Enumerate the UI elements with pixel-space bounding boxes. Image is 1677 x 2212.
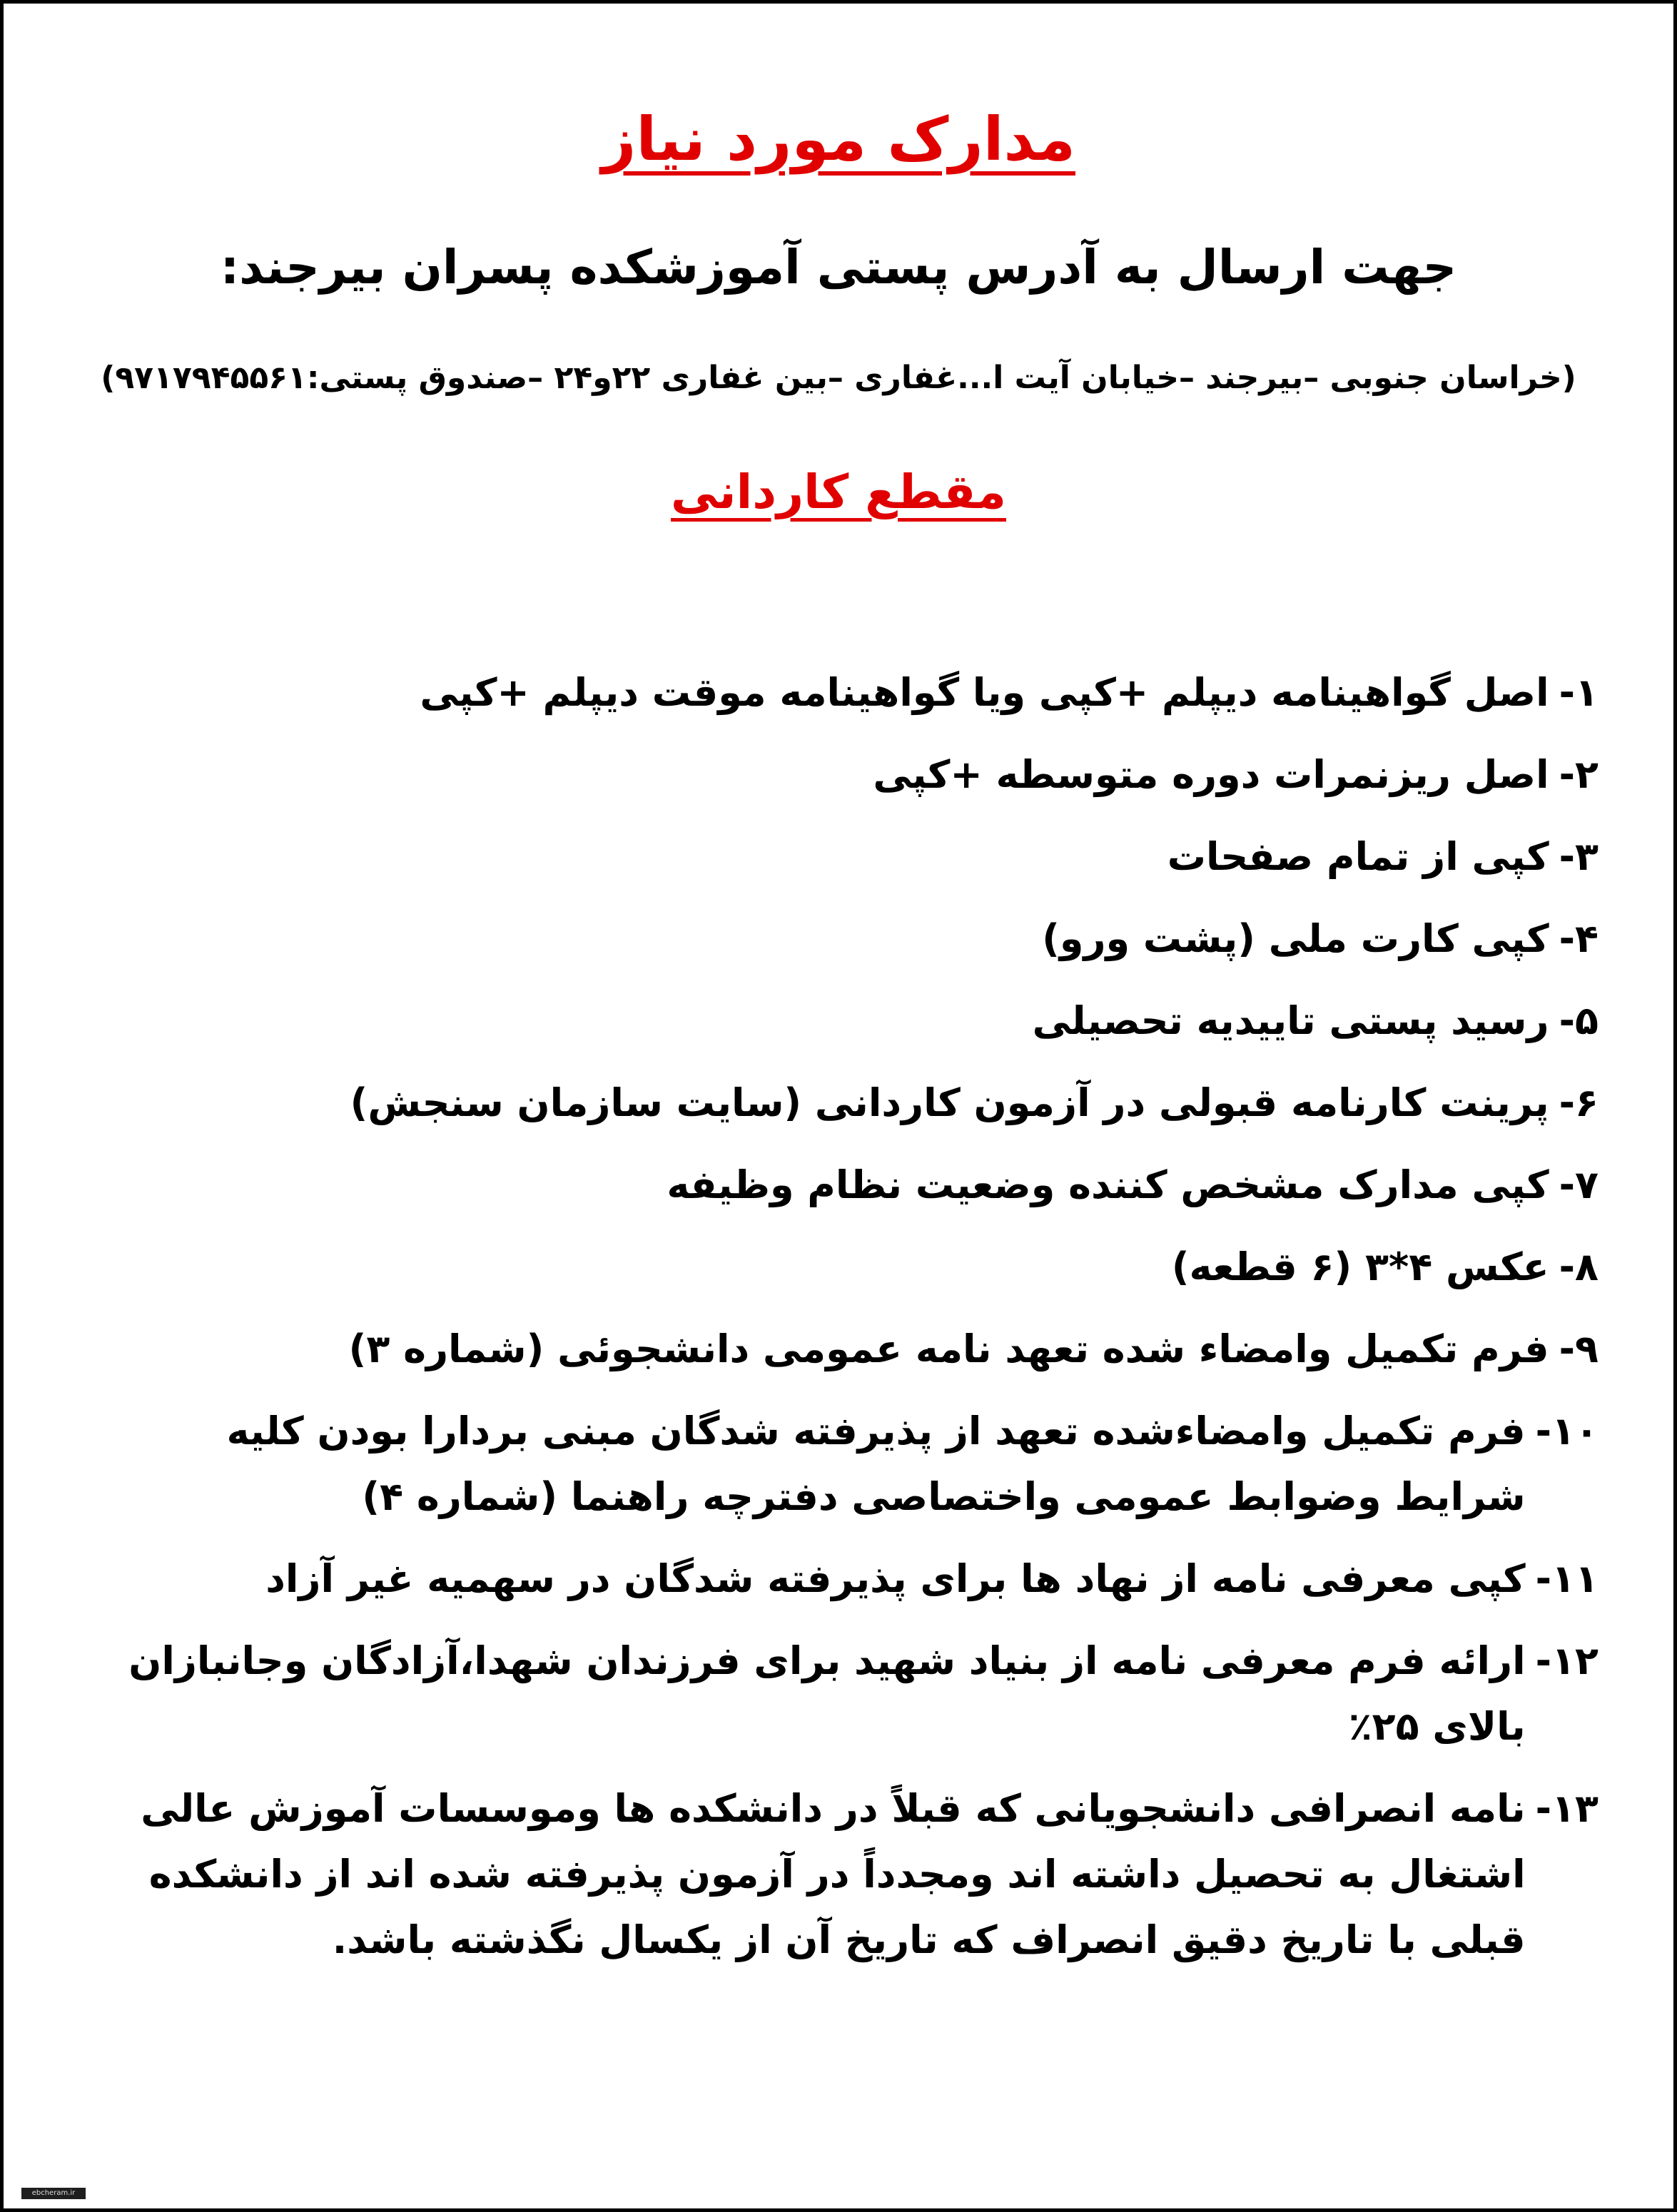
list-item-text: اصل ریزنمرات دوره متوسطه +کپی	[873, 752, 1549, 797]
list-item-text: ارائه فرم معرفی نامه از بنیاد شهید برای فرزندان شهدا،آزادگان وجانبازان بالای ۲۵٪	[128, 1638, 1526, 1749]
list-item-text: کپی مدارک مشخص کننده وضعیت نظام وظیفه	[667, 1162, 1549, 1207]
list-item	[86, 824, 1599, 890]
list-item-text: کپی کارت ملی (پشت ورو)	[1042, 916, 1549, 961]
list-item-text: فرم تکمیل وامضاءشده تعهد از پذیرفته شدگان مبنی بردارا بودن کلیه شرایط وضوابط عمومی واختصاصی دفترچه راهنما (شماره ۴)	[226, 1409, 1526, 1519]
list-item-text: رسید پستی تاییدیه تحصیلی	[1032, 998, 1549, 1043]
list-item	[86, 1628, 1599, 1760]
list-item	[86, 1070, 1599, 1136]
list-item-text: نامه انصرافی دانشجویانی که قبلاً در دانشکده ها وموسسات آموزش عالی اشتغال به تحصیل داشته اند ومجدداً در آزمون پذیرفته شده اند از دانشکده قبلی با تاریخ دقیق انصراف که تاریخ آن از یکسال نگذشته باشد.	[141, 1786, 1526, 1962]
list-item-number: ۸-	[1559, 1244, 1599, 1289]
list-item-number: ۱۲-	[1535, 1638, 1599, 1683]
list-item	[86, 1234, 1599, 1300]
page-title	[0, 100, 1677, 178]
page-title-text: مدارک مورد نیاز	[601, 104, 1076, 174]
list-item-number: ۵-	[1559, 998, 1599, 1043]
list-item-number: ۶-	[1559, 1080, 1599, 1125]
list-item-number: ۷-	[1559, 1162, 1599, 1207]
list-item	[86, 1399, 1599, 1530]
watermark-label: ebcheram.ir	[21, 2188, 86, 2199]
list-item	[86, 1546, 1599, 1612]
list-item	[86, 1776, 1599, 1973]
list-item-number: ۱۳-	[1535, 1786, 1599, 1831]
list-item-text: فرم تکمیل وامضاء شده تعهد نامه عمومی دانشجوئی (شماره ۳)	[348, 1326, 1549, 1371]
postal-subtitle: جهت ارسال به آدرس پستی آموزشکده پسران بیرجند:	[220, 240, 1457, 295]
list-item	[86, 906, 1599, 972]
list-item-text: عکس ۴*۳ (۶ قطعه)	[1171, 1244, 1549, 1289]
postal-address: (خراسان جنوبی –بیرجند –خیابان آیت ا...غفاری –بین غفاری ۲۲و۲۴ –صندوق پستی:۹۷۱۷۹۴۵۵۶۱)	[101, 360, 1576, 396]
requirements-list	[86, 660, 1599, 1989]
list-item-text: اصل گواهینامه دیپلم +کپی ویا گواهینامه موقت دیپلم +کپی	[420, 670, 1549, 715]
list-item-text: کپی معرفی نامه از نهاد ها برای پذیرفته شدگان در سهمیه غیر آزاد	[265, 1556, 1526, 1601]
list-item-number: ۴-	[1559, 916, 1599, 961]
list-item	[86, 742, 1599, 808]
list-item-number: ۳-	[1559, 834, 1599, 879]
list-item-text: پرینت کارنامه قبولی در آزمون کاردانی (سایت سازمان سنجش)	[350, 1080, 1549, 1125]
list-item-text: کپی از تمام صفحات	[1167, 834, 1549, 879]
list-item	[86, 1152, 1599, 1218]
list-item	[86, 660, 1599, 726]
list-item-number: ۱۰-	[1535, 1409, 1599, 1453]
list-item	[86, 1316, 1599, 1382]
list-item-number: ۹-	[1559, 1326, 1599, 1371]
list-item-number: ۱-	[1559, 670, 1599, 715]
list-item-number: ۱۱-	[1535, 1556, 1599, 1601]
list-item	[86, 988, 1599, 1054]
section-title	[0, 457, 1677, 528]
list-item-number: ۲-	[1559, 752, 1599, 797]
section-title-text: مقطع کاردانی	[671, 465, 1006, 519]
